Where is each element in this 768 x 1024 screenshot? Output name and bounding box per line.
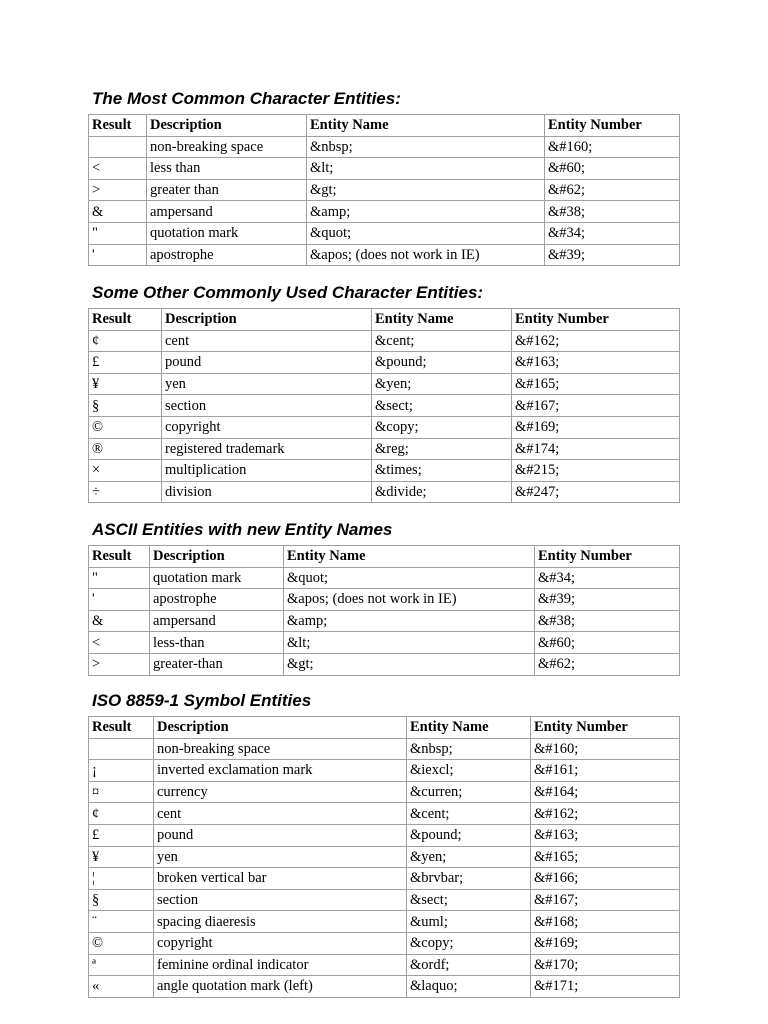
table-row [89,330,680,352]
table-header-row [89,717,680,739]
header-entity-name: Entity Name [372,309,512,331]
result-cell: £ [89,824,154,846]
entity-name-cell: &apos; (does not work in IE) [284,589,535,611]
header-result: Result [89,115,147,137]
table-row [89,781,680,803]
entity-number-cell: &#170; [531,954,680,976]
header-result: Result [89,546,150,568]
table-row [89,481,680,503]
table-row [89,352,680,374]
description-cell: non-breaking space [147,136,307,158]
entity-name-cell: &lt; [307,158,545,180]
entity-number-cell: &#169; [512,416,680,438]
description-cell: greater-than [150,653,284,675]
entity-number-cell: &#171; [531,976,680,998]
table-row [89,416,680,438]
entity-name-cell: &quot; [307,222,545,244]
entity-number-cell: &#174; [512,438,680,460]
table-row [89,760,680,782]
table-row [89,179,680,201]
entity-number-cell: &#165; [512,373,680,395]
description-cell: inverted exclamation mark [154,760,407,782]
entity-table [88,545,680,676]
section-most-common [88,88,680,266]
entity-name-cell: &cent; [407,803,531,825]
result-cell: « [89,976,154,998]
entity-table [88,308,680,503]
result-cell: £ [89,352,162,374]
header-result: Result [89,717,154,739]
entity-number-cell: &#160; [545,136,680,158]
entity-name-cell: &copy; [372,416,512,438]
entity-name-cell: &curren; [407,781,531,803]
entity-name-cell: &amp; [284,610,535,632]
entity-name-cell: &yen; [407,846,531,868]
entity-name-cell: &times; [372,460,512,482]
description-cell: feminine ordinal indicator [154,954,407,976]
entity-name-cell: &uml; [407,911,531,933]
entity-name-cell: &gt; [307,179,545,201]
header-entity-name: Entity Name [307,115,545,137]
result-cell: " [89,567,150,589]
table-row [89,846,680,868]
entity-number-cell: &#169; [531,932,680,954]
table-row [89,824,680,846]
entity-number-cell: &#167; [512,395,680,417]
result-cell: © [89,416,162,438]
entity-name-cell: &cent; [372,330,512,352]
description-cell: less than [147,158,307,180]
entity-name-cell: &amp; [307,201,545,223]
description-cell: spacing diaeresis [154,911,407,933]
entity-name-cell: &pound; [372,352,512,374]
description-cell: division [162,481,372,503]
result-cell: ¢ [89,803,154,825]
result-cell: ¥ [89,373,162,395]
entity-number-cell: &#39; [545,244,680,266]
header-entity-number: Entity Number [512,309,680,331]
entity-number-cell: &#62; [535,653,680,675]
table-row [89,460,680,482]
table-row [89,222,680,244]
entity-name-cell: &apos; (does not work in IE) [307,244,545,266]
description-cell: pound [162,352,372,374]
entity-number-cell: &#162; [512,330,680,352]
description-cell: angle quotation mark (left) [154,976,407,998]
header-entity-number: Entity Number [545,115,680,137]
table-row [89,868,680,890]
section-title: Some Other Commonly Used Character Entities: [92,283,484,302]
entity-number-cell: &#167; [531,889,680,911]
description-cell: apostrophe [150,589,284,611]
description-cell: registered trademark [162,438,372,460]
result-cell: & [89,610,150,632]
entity-number-cell: &#215; [512,460,680,482]
description-cell: cent [154,803,407,825]
result-cell: ÷ [89,481,162,503]
entity-number-cell: &#34; [545,222,680,244]
entity-number-cell: &#161; [531,760,680,782]
entity-name-cell: &nbsp; [407,738,531,760]
table-row [89,158,680,180]
section-title: The Most Common Character Entities: [92,89,401,108]
entity-name-cell: &brvbar; [407,868,531,890]
entity-name-cell: &quot; [284,567,535,589]
result-cell: × [89,460,162,482]
result-cell: > [89,179,147,201]
table-row [89,201,680,223]
entity-number-cell: &#165; [531,846,680,868]
table-row [89,911,680,933]
entity-name-cell: &pound; [407,824,531,846]
table-row [89,976,680,998]
table-header-row [89,115,680,137]
result-cell: " [89,222,147,244]
description-cell: cent [162,330,372,352]
entity-number-cell: &#60; [535,632,680,654]
table-row [89,932,680,954]
entity-number-cell: &#247; [512,481,680,503]
result-cell: < [89,158,147,180]
entity-name-cell: &yen; [372,373,512,395]
result-cell: ® [89,438,162,460]
section-title: ASCII Entities with new Entity Names [92,520,393,539]
description-cell: section [154,889,407,911]
entity-number-cell: &#164; [531,781,680,803]
header-description: Description [147,115,307,137]
description-cell: yen [154,846,407,868]
entity-number-cell: &#162; [531,803,680,825]
description-cell: quotation mark [147,222,307,244]
description-cell: non-breaking space [154,738,407,760]
result-cell: ¥ [89,846,154,868]
result-cell [89,136,147,158]
table-row [89,653,680,675]
table-row [89,136,680,158]
description-cell: multiplication [162,460,372,482]
description-cell: currency [154,781,407,803]
entity-name-cell: &iexcl; [407,760,531,782]
entity-name-cell: &reg; [372,438,512,460]
result-cell: ¡ [89,760,154,782]
header-description: Description [150,546,284,568]
section-title: ISO 8859-1 Symbol Entities [92,691,312,710]
header-result: Result [89,309,162,331]
table-row [89,373,680,395]
result-cell: > [89,653,150,675]
entity-name-cell: &lt; [284,632,535,654]
table-row [89,738,680,760]
table-row [89,589,680,611]
result-cell: © [89,932,154,954]
result-cell: & [89,201,147,223]
entity-number-cell: &#166; [531,868,680,890]
description-cell: apostrophe [147,244,307,266]
table-row [89,889,680,911]
table-row [89,395,680,417]
description-cell: pound [154,824,407,846]
entity-number-cell: &#160; [531,738,680,760]
table-row [89,954,680,976]
entity-name-cell: &sect; [407,889,531,911]
entity-number-cell: &#39; [535,589,680,611]
header-entity-number: Entity Number [531,717,680,739]
result-cell: § [89,889,154,911]
entity-number-cell: &#34; [535,567,680,589]
entity-name-cell: &copy; [407,932,531,954]
header-description: Description [162,309,372,331]
entity-number-cell: &#163; [531,824,680,846]
result-cell: < [89,632,150,654]
entity-name-cell: &gt; [284,653,535,675]
result-cell: ª [89,954,154,976]
header-entity-name: Entity Name [284,546,535,568]
table-row [89,567,680,589]
header-entity-name: Entity Name [407,717,531,739]
entity-number-cell: &#38; [545,201,680,223]
header-description: Description [154,717,407,739]
result-cell [89,738,154,760]
description-cell: copyright [162,416,372,438]
entity-name-cell: &divide; [372,481,512,503]
table-row [89,244,680,266]
entity-table [88,716,680,998]
table-header-row [89,309,680,331]
description-cell: ampersand [147,201,307,223]
description-cell: copyright [154,932,407,954]
description-cell: section [162,395,372,417]
result-cell: ' [89,589,150,611]
description-cell: less-than [150,632,284,654]
entity-number-cell: &#62; [545,179,680,201]
section-other-common [88,282,680,503]
result-cell: ' [89,244,147,266]
entity-number-cell: &#60; [545,158,680,180]
entity-table [88,114,680,266]
description-cell: broken vertical bar [154,868,407,890]
table-row [89,803,680,825]
section-ascii-entities [88,519,680,676]
result-cell: ¢ [89,330,162,352]
description-cell: quotation mark [150,567,284,589]
header-entity-number: Entity Number [535,546,680,568]
entity-name-cell: &ordf; [407,954,531,976]
result-cell: ¤ [89,781,154,803]
section-iso-8859-1-symbols [88,690,680,998]
table-header-row [89,546,680,568]
result-cell: § [89,395,162,417]
entity-number-cell: &#163; [512,352,680,374]
entity-name-cell: &sect; [372,395,512,417]
table-row [89,610,680,632]
table-row [89,632,680,654]
entity-number-cell: &#168; [531,911,680,933]
result-cell: ¨ [89,911,154,933]
table-row [89,438,680,460]
entity-name-cell: &laquo; [407,976,531,998]
result-cell: ¦ [89,868,154,890]
entity-name-cell: &nbsp; [307,136,545,158]
description-cell: yen [162,373,372,395]
entity-number-cell: &#38; [535,610,680,632]
description-cell: ampersand [150,610,284,632]
description-cell: greater than [147,179,307,201]
